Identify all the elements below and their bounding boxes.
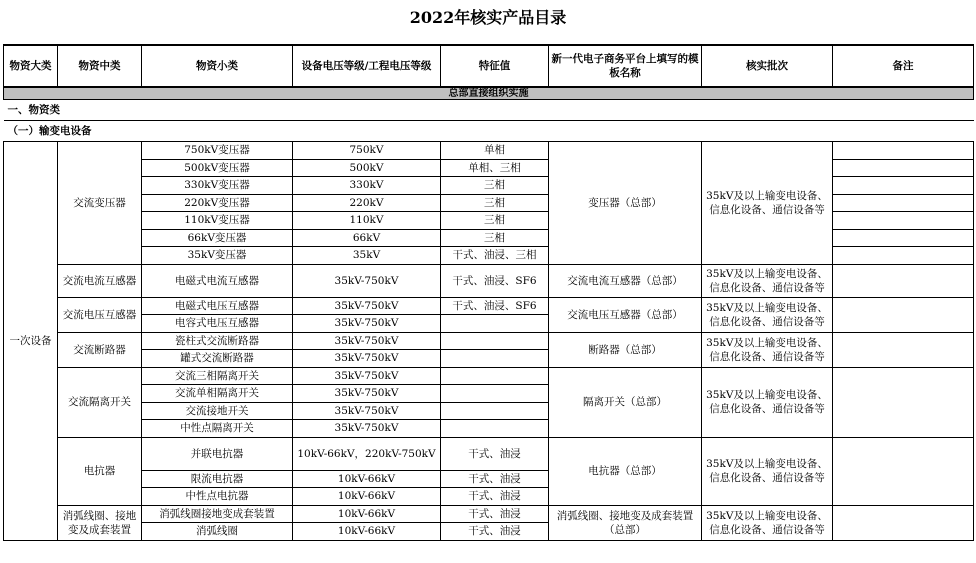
voltage-cell: 10kV-66kV	[293, 470, 441, 488]
header-big-category: 物资大类	[4, 45, 58, 87]
remark-cell	[833, 264, 974, 297]
batch-cell: 35kV及以上输变电设备、信息化设备、通信设备等	[702, 297, 833, 332]
sub-category-cell: 交流三相隔离开关	[142, 367, 293, 385]
sub-category-cell: 罐式交流断路器	[142, 350, 293, 368]
voltage-cell: 35kV-750kV	[293, 315, 441, 333]
header-row	[4, 45, 974, 87]
middle-category-cell: 消弧线圈、接地变及成套装置	[58, 505, 142, 540]
sub-category-cell: 并联电抗器	[142, 437, 293, 470]
remark-cell	[833, 159, 974, 177]
sub-category-cell: 中性点隔离开关	[142, 420, 293, 438]
remark-cell	[833, 212, 974, 230]
remark-cell	[833, 332, 974, 367]
feature-cell	[441, 367, 549, 385]
remark-cell	[833, 177, 974, 195]
feature-cell: 三相	[441, 229, 549, 247]
remark-cell	[833, 297, 974, 332]
feature-cell: 干式、油浸	[441, 505, 549, 523]
voltage-cell: 110kV	[293, 212, 441, 230]
remark-cell	[833, 229, 974, 247]
voltage-cell: 330kV	[293, 177, 441, 195]
band-label: 总部直接组织实施	[4, 87, 974, 100]
voltage-cell: 35kV-750kV	[293, 367, 441, 385]
remark-cell	[833, 194, 974, 212]
feature-cell	[441, 315, 549, 333]
voltage-cell: 35kV-750kV	[293, 402, 441, 420]
voltage-cell: 220kV	[293, 194, 441, 212]
sub-category-cell: 中性点电抗器	[142, 488, 293, 506]
feature-cell: 干式、油浸、三相	[441, 247, 549, 265]
batch-cell: 35kV及以上输变电设备、信息化设备、通信设备等	[702, 142, 833, 265]
template-cell: 隔离开关（总部）	[549, 367, 702, 437]
remark-cell	[833, 142, 974, 160]
voltage-cell: 35kV	[293, 247, 441, 265]
page-title: 2022年核实产品目录	[409, 8, 567, 27]
batch-cell: 35kV及以上输变电设备、信息化设备、通信设备等	[702, 505, 833, 540]
voltage-cell: 10kV-66kV，220kV-750kV	[293, 437, 441, 470]
feature-cell: 干式、油浸	[441, 523, 549, 541]
middle-category-cell: 交流电压互感器	[58, 297, 142, 332]
template-cell: 电抗器（总部）	[549, 437, 702, 505]
header-feature: 特征值	[441, 45, 549, 87]
remark-cell	[833, 437, 974, 505]
feature-cell: 干式、油浸	[441, 470, 549, 488]
sub-category-cell: 消弧线圈	[142, 523, 293, 541]
batch-cell: 35kV及以上输变电设备、信息化设备、通信设备等	[702, 264, 833, 297]
sub-category-cell: 500kV变压器	[142, 159, 293, 177]
template-cell: 变压器（总部）	[549, 142, 702, 265]
big-category-cell: 一次设备	[4, 142, 58, 541]
remark-cell	[833, 505, 974, 540]
sub-category-cell: 限流电抗器	[142, 470, 293, 488]
feature-cell: 三相	[441, 194, 549, 212]
sub-category-cell: 66kV变压器	[142, 229, 293, 247]
sub-category-cell: 交流接地开关	[142, 402, 293, 420]
sub-category-cell: 35kV变压器	[142, 247, 293, 265]
template-cell: 交流电流互感器（总部）	[549, 264, 702, 297]
batch-cell: 35kV及以上输变电设备、信息化设备、通信设备等	[702, 367, 833, 437]
header-template-name: 新一代电子商务平台上填写的模板名称	[549, 45, 702, 87]
sub-category-cell: 电磁式电压互感器	[142, 297, 293, 315]
feature-cell: 单相、三相	[441, 159, 549, 177]
voltage-cell: 35kV-750kV	[293, 350, 441, 368]
section-row	[4, 100, 974, 121]
middle-category-cell: 交流变压器	[58, 142, 142, 265]
sub-category-cell: 消弧线圈接地变成套装置	[142, 505, 293, 523]
header-middle-category: 物资中类	[58, 45, 142, 87]
sub-category-cell: 110kV变压器	[142, 212, 293, 230]
template-cell: 断路器（总部）	[549, 332, 702, 367]
remark-cell	[833, 247, 974, 265]
feature-cell	[441, 402, 549, 420]
feature-cell: 干式、油浸、SF6	[441, 264, 549, 297]
voltage-cell: 10kV-66kV	[293, 488, 441, 506]
header-sub-category: 物资小类	[142, 45, 293, 87]
middle-category-cell: 电抗器	[58, 437, 142, 505]
voltage-cell: 35kV-750kV	[293, 332, 441, 350]
voltage-cell: 750kV	[293, 142, 441, 160]
subsection-row	[4, 121, 974, 142]
voltage-cell: 66kV	[293, 229, 441, 247]
header-voltage-level: 设备电压等级/工程电压等级	[293, 45, 441, 87]
sub-category-cell: 电容式电压互感器	[142, 315, 293, 333]
sub-category-cell: 交流单相隔离开关	[142, 385, 293, 403]
voltage-cell: 10kV-66kV	[293, 505, 441, 523]
feature-cell: 三相	[441, 177, 549, 195]
middle-category-cell: 交流断路器	[58, 332, 142, 367]
sub-category-cell: 330kV变压器	[142, 177, 293, 195]
feature-cell: 干式、油浸	[441, 437, 549, 470]
batch-cell: 35kV及以上输变电设备、信息化设备、通信设备等	[702, 437, 833, 505]
feature-cell	[441, 332, 549, 350]
middle-category-cell: 交流电流互感器	[58, 264, 142, 297]
remark-cell	[833, 367, 974, 437]
feature-cell: 三相	[441, 212, 549, 230]
subsection-title: （一）输变电设备	[4, 121, 974, 142]
feature-cell: 干式、油浸	[441, 488, 549, 506]
template-cell: 消弧线圈、接地变及成套装置（总部）	[549, 505, 702, 540]
batch-cell: 35kV及以上输变电设备、信息化设备、通信设备等	[702, 332, 833, 367]
feature-cell	[441, 420, 549, 438]
section-title: 一、物资类	[4, 100, 974, 121]
voltage-cell: 10kV-66kV	[293, 523, 441, 541]
header-verification-batch: 核实批次	[702, 45, 833, 87]
voltage-cell: 35kV-750kV	[293, 264, 441, 297]
template-cell: 交流电压互感器（总部）	[549, 297, 702, 332]
voltage-cell: 35kV-750kV	[293, 385, 441, 403]
voltage-cell: 35kV-750kV	[293, 420, 441, 438]
feature-cell: 单相	[441, 142, 549, 160]
voltage-cell: 35kV-750kV	[293, 297, 441, 315]
feature-cell	[441, 385, 549, 403]
sub-category-cell: 电磁式电流互感器	[142, 264, 293, 297]
catalog-table	[3, 44, 974, 541]
voltage-cell: 500kV	[293, 159, 441, 177]
feature-cell	[441, 350, 549, 368]
header-remarks: 备注	[833, 45, 974, 87]
middle-category-cell: 交流隔离开关	[58, 367, 142, 437]
feature-cell: 干式、油浸、SF6	[441, 297, 549, 315]
sub-category-cell: 瓷柱式交流断路器	[142, 332, 293, 350]
sub-category-cell: 750kV变压器	[142, 142, 293, 160]
band-row	[4, 87, 974, 100]
sub-category-cell: 220kV变压器	[142, 194, 293, 212]
